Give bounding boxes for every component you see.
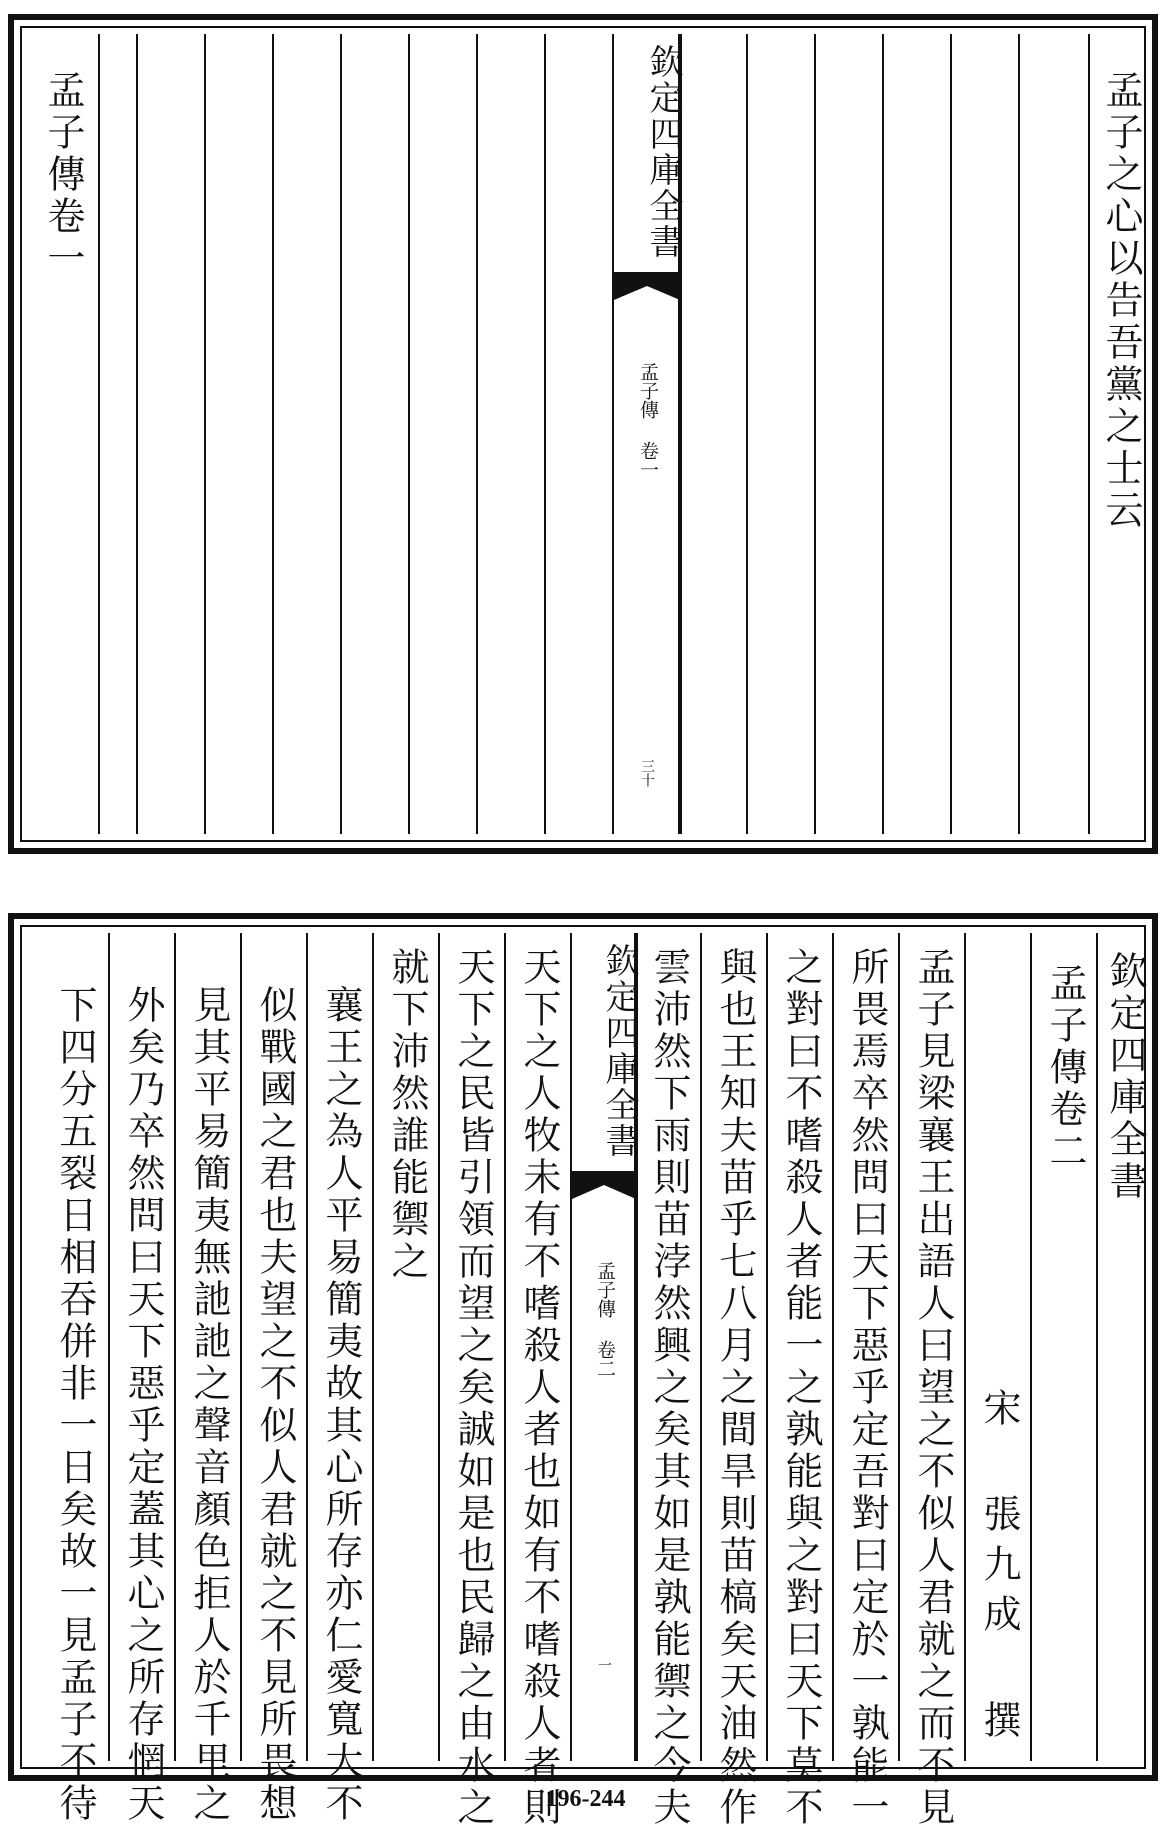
- text-line: 就下沛然誰能禦之: [385, 947, 429, 1283]
- strip-page-number: 三十: [639, 759, 655, 787]
- book-title-column: [1030, 933, 1098, 1761]
- text-line: 天下之民皆引領而望之矣誠如是也民歸之由水之: [451, 947, 495, 1829]
- text-column: [174, 933, 242, 1825]
- strip-page-number: 一: [596, 1658, 612, 1672]
- text-line: 外矣乃卒然問曰天下惡乎定蓋其心之所存惘天: [121, 985, 165, 1825]
- empty-column: [204, 34, 274, 834]
- top-left-text-column: [28, 34, 98, 834]
- book-title: 孟子傳卷二: [1043, 963, 1087, 1173]
- collection-header: 欽定四庫全書: [1103, 951, 1147, 1203]
- top-page-columns: [28, 34, 1143, 834]
- strip-title: 欽定四庫全書: [614, 34, 680, 274]
- bottom-center-strip: [570, 933, 638, 1761]
- text-column: [372, 933, 440, 1761]
- text-line: 所畏焉卒然問曰天下惡乎定吾對曰定於一孰能一: [845, 947, 889, 1829]
- empty-column: [814, 34, 884, 834]
- text-line: 天下之人牧未有不嗜殺人者也如有不嗜殺人者則: [517, 947, 561, 1829]
- header-column: [1096, 933, 1152, 1761]
- text-line: 見其平易簡夷無訑訑之聲音顏色拒人於千里之: [187, 985, 231, 1825]
- top-center-strip: [612, 34, 682, 834]
- top-page-panel: [8, 14, 1158, 854]
- fishtail-mark-icon: [614, 274, 680, 302]
- text-line: 下四分五裂日相吞併非一日矣故一見孟子不待: [53, 985, 97, 1825]
- text-column: [832, 933, 900, 1829]
- juan-end-title: 孟子傳卷一: [41, 70, 85, 280]
- text-line: 孟子見梁襄王出語人曰望之不似人君就之而不見: [911, 947, 955, 1829]
- empty-column: [1018, 34, 1090, 834]
- empty-column: [408, 34, 478, 834]
- text-line: 雲沛然下雨則苗浡然興之矣其如是孰能禦之今夫: [647, 947, 691, 1829]
- text-line: 與也王知夫苗乎七八月之間旱則苗槁矣天油然作: [713, 947, 757, 1829]
- empty-column: [98, 34, 138, 834]
- empty-column: [950, 34, 1020, 834]
- text-column: [240, 933, 308, 1825]
- author-column: [964, 933, 1032, 1761]
- text-column: [504, 933, 572, 1829]
- empty-column: [544, 34, 614, 834]
- strip-title: 欽定四庫全書: [572, 933, 636, 1173]
- empty-column: [746, 34, 816, 834]
- empty-column: [340, 34, 410, 834]
- text-column: [898, 933, 966, 1829]
- strip-subtitle: 孟子傳 卷二: [593, 1261, 616, 1378]
- text-column: [634, 933, 702, 1829]
- empty-column: [272, 34, 342, 834]
- text-line: 似戰國之君也夫望之不似人君就之不見所畏想: [253, 985, 297, 1825]
- text-column: [306, 933, 374, 1825]
- empty-column: [882, 34, 952, 834]
- text-line: 之對曰不嗜殺人者能一之孰能與之對曰天下莫不: [779, 947, 823, 1829]
- top-right-text-column: [1088, 34, 1152, 834]
- text-column: [42, 933, 108, 1825]
- text-column: [438, 933, 506, 1829]
- author-line: 宋 張九成 撰: [977, 1388, 1021, 1750]
- empty-column: [678, 34, 748, 834]
- text-column: [700, 933, 768, 1829]
- empty-column: [476, 34, 546, 834]
- closing-line: 孟子之心以告吾黨之士云: [1099, 70, 1143, 532]
- page-number: 196-244: [545, 1786, 626, 1812]
- text-line: 襄王之為人平易簡夷故其心所存亦仁愛寬大不: [319, 985, 363, 1825]
- fishtail-mark-icon: [572, 1173, 636, 1201]
- strip-subtitle: 孟子傳 卷一: [636, 362, 659, 479]
- text-column: [108, 933, 176, 1825]
- empty-column: [136, 34, 206, 834]
- text-column: [766, 933, 834, 1829]
